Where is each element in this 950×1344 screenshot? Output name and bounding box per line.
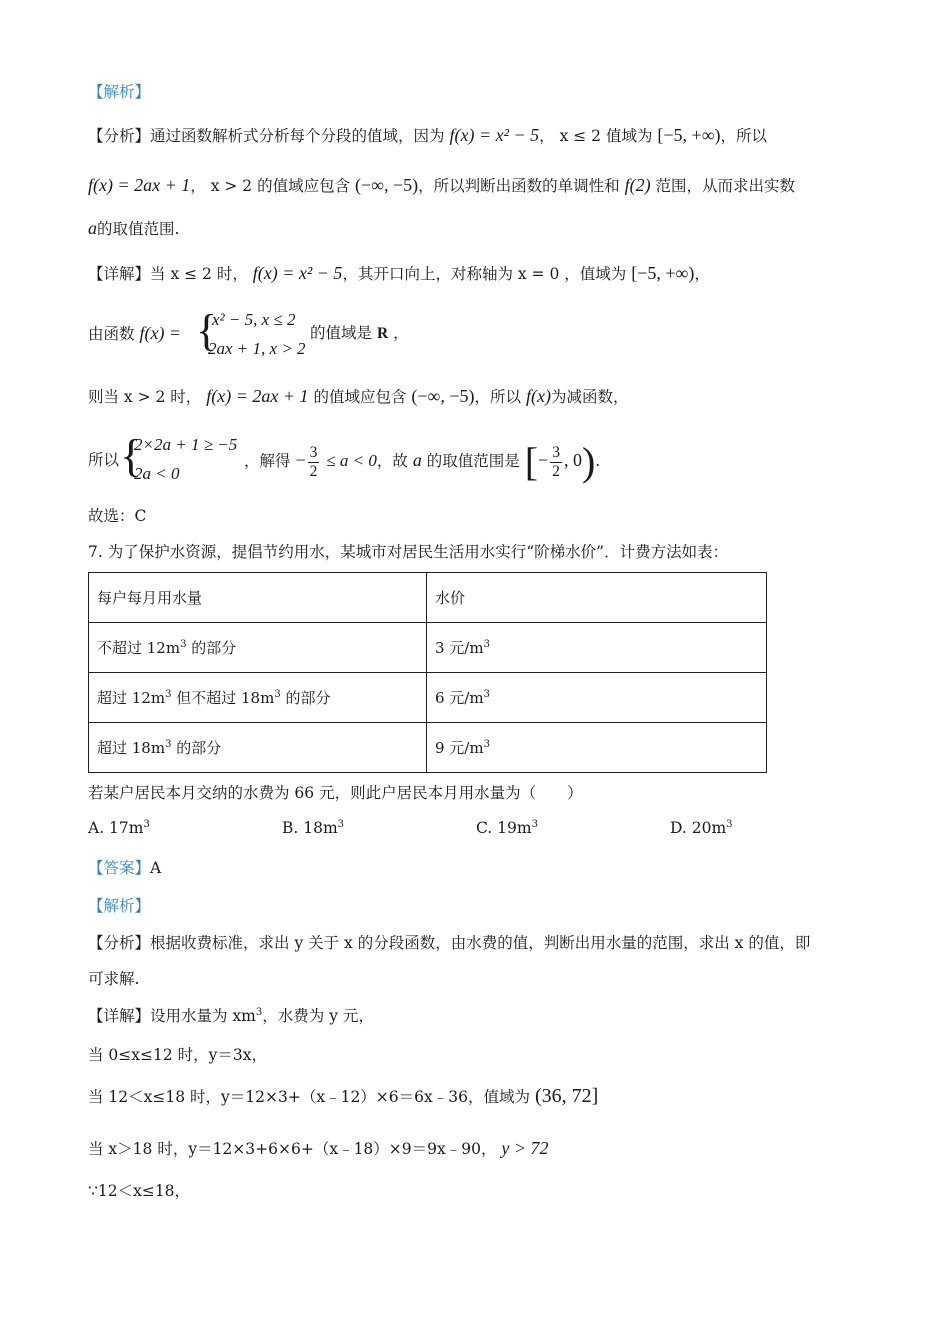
formula: f(x) = 2ax + 1	[88, 175, 191, 195]
q7-fenxi-line-2: 可求解.	[88, 970, 140, 988]
xiangjie-tag: 【详解】	[88, 1007, 151, 1025]
text: x ≤ 2 值域为	[559, 127, 653, 145]
text: 所以	[88, 451, 120, 469]
fraction	[308, 444, 320, 481]
fenxi-line-1: 【分析】通过函数解析式分析每个分段的值域，因为 f(x) = x² − 5， x ≤ 2 值域为 [−5, +∞)，所以	[88, 125, 768, 145]
text: ，所以判断出函数的单调性和	[418, 177, 620, 195]
table-header: 水价	[427, 573, 767, 623]
text: 根据收费标准，求出 y 关于 x 的分段函数，由水费的值，判断出用水量的范围，求出 x 的值，即	[150, 934, 811, 952]
table-cell: 9 元$/m^3$	[427, 723, 767, 773]
denominator: 2	[552, 462, 560, 480]
numerator: 3	[552, 443, 560, 461]
table-cell: 不超过 $12m^3$ 的部分	[89, 623, 427, 673]
question-7-question: 若某户居民本月交纳的水费为 66 元，则此户居民本月用水量为（ ）	[88, 784, 583, 802]
text: x > 2 的值域应包含	[210, 177, 351, 195]
q7-xiangjie-line-1: 【详解】设用水量为 $xm^3$，水费为 y 元，	[88, 1006, 374, 1025]
text: 的取值范围是	[426, 452, 520, 470]
formula: f(x) =	[139, 323, 182, 343]
formula: f(x) = x² − 5	[449, 125, 540, 145]
fenxi-line-2: f(x) = 2ax + 1， x > 2 的值域应包含 (−∞, −5)，所以判断出函数的单调性和 f(2) 范围，从而求出实数	[88, 175, 796, 195]
xiangjie-line-4-start	[88, 449, 119, 471]
fenxi-tag: 【分析】	[88, 127, 151, 145]
answer-tag: 【答案】	[88, 859, 151, 877]
xiangjie-line-1	[88, 262, 710, 285]
right-paren-icon: )	[581, 439, 596, 484]
text: 则当 x > 2 时，	[88, 388, 202, 406]
text: 当 x＞18 时，y＝12×3+6×6+（x﹣18）×9＝9x﹣90，	[88, 1140, 497, 1158]
option-c[interactable]: C. $19m^3$	[476, 818, 538, 837]
answer-value: A	[150, 859, 162, 877]
fenxi-line-3	[88, 217, 179, 240]
xiangjie-line-3	[88, 385, 628, 408]
text: 的取值范围.	[97, 220, 180, 238]
text: ，所以	[474, 388, 522, 406]
q7-xiangjie-line-5: ∵12＜x≤18，	[88, 1182, 191, 1200]
table-row	[89, 723, 767, 773]
answer-line: 故选：C	[88, 507, 147, 525]
range: [−5, +∞)	[631, 263, 695, 283]
table-header-row	[89, 573, 767, 623]
range: (36, 72]	[534, 1085, 599, 1107]
neg-sign: −	[295, 450, 306, 470]
inequality: ≤ a < 0	[326, 451, 377, 470]
formula: f(x) = x² − 5	[252, 263, 343, 283]
xiangjie-line-2	[88, 322, 181, 345]
text: ，故	[376, 452, 408, 470]
case-2: 2a < 0	[134, 464, 180, 483]
var-a: a	[88, 218, 97, 238]
text: ，所以	[720, 127, 768, 145]
case-1: x² − 5, x ≤ 2	[212, 310, 296, 329]
xiangjie-line-2-tail	[310, 322, 409, 345]
formula: f(x)	[525, 386, 551, 406]
jiexi-tag: 【解析】	[88, 897, 151, 915]
fenxi-tag: 【分析】	[88, 934, 151, 952]
q7-fenxi-line-1	[88, 932, 810, 954]
text: 当 x ≤ 2 时，	[150, 265, 248, 283]
case-1: 2×2a + 1 ≥ −5	[134, 435, 238, 454]
option-d[interactable]: D. $20m^3$	[670, 818, 733, 837]
text: ，水费为 y 元，	[262, 1007, 374, 1025]
table-row	[89, 623, 767, 673]
range: (−∞, −5)	[411, 386, 475, 406]
fraction	[550, 444, 562, 481]
text: 为减函数，	[550, 388, 629, 406]
text: 范围，从而求出实数	[655, 177, 796, 195]
xiangjie-line-4-tail	[244, 440, 600, 482]
text: ，解得	[244, 452, 291, 470]
price-table	[88, 572, 767, 773]
q7-xiangjie-line-3	[88, 1085, 598, 1108]
real-set: R	[376, 325, 389, 342]
text: ，	[694, 265, 710, 283]
table-header: 每户每月用水量	[89, 573, 427, 623]
xiangjie-tag: 【详解】	[88, 265, 151, 283]
q7-xiangjie-line-4	[88, 1137, 549, 1160]
option-a[interactable]: A. $17m^3$	[88, 818, 150, 837]
left-brace-icon: {	[120, 430, 143, 481]
fenxi-text: 通过函数解析式分析每个分段的值域，因为	[150, 127, 445, 145]
text: ，其开口向上，对称轴为 x = 0 ，值域为	[342, 265, 627, 283]
numerator: 3	[309, 443, 318, 461]
question-7-stem: 7. 为了保护水资源，提倡节约用水，某城市对居民生活用水实行“阶梯水价”．计费方法如表：	[88, 543, 729, 561]
text: .	[595, 452, 601, 470]
left-brace-icon: {	[196, 306, 218, 355]
table-cell: 超过 $18m^3$ 的部分	[89, 723, 427, 773]
denominator: 2	[309, 462, 318, 480]
table-cell: 超过 $12m^3$ 但不超过 $18m^3$ 的部分	[89, 673, 427, 723]
option-b[interactable]: B. $18m^3$	[282, 818, 345, 837]
formula: f(x) = 2ax + 1	[206, 386, 309, 406]
answer-row	[88, 857, 161, 879]
text: ，	[393, 324, 409, 342]
range: (−∞, −5)	[355, 175, 419, 195]
range: [−5, +∞)	[657, 125, 721, 145]
q7-xiangjie-line-2: 当 0≤x≤12 时，y＝3x，	[88, 1046, 268, 1064]
text: 的值域是	[310, 324, 373, 342]
jiexi-tag: 【解析】	[88, 83, 151, 101]
formula: f(2)	[624, 175, 651, 195]
text: 当 12＜x≤18 时，y＝12×3+（x﹣12）×6＝6x﹣36，值域为	[88, 1088, 530, 1106]
text: 设用水量为 xm	[150, 1007, 256, 1025]
case-2: 2ax + 1, x > 2	[208, 339, 306, 358]
table-row	[89, 673, 767, 723]
text: 的值域应包含	[313, 388, 407, 406]
text: 由函数	[88, 325, 135, 343]
neg-sign: −	[538, 450, 549, 470]
range-end: , 0	[563, 450, 582, 470]
left-bracket-icon: [	[524, 439, 539, 484]
var-a: a	[412, 450, 422, 470]
table-cell: 6 元$/m^3$	[427, 673, 767, 723]
inequality: y > 72	[501, 1138, 549, 1158]
table-cell: 3 元$/m^3$	[427, 623, 767, 673]
